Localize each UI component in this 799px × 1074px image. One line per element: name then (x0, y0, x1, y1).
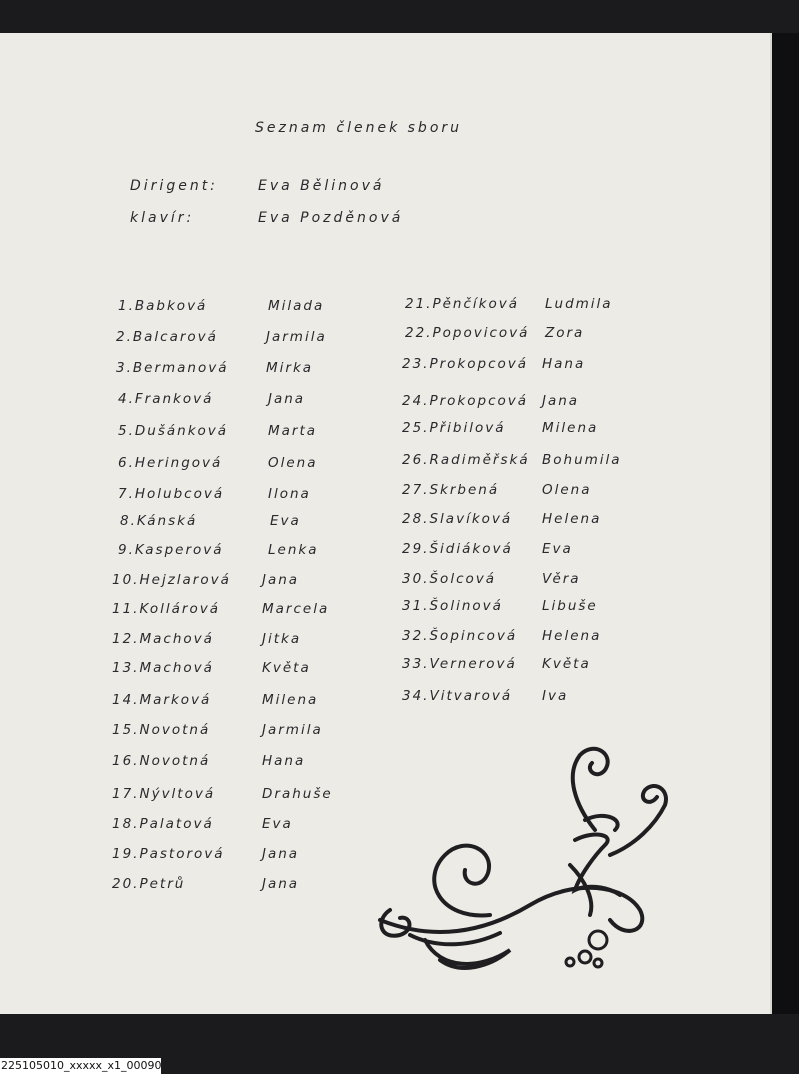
member-surname: Kasperová (134, 542, 224, 558)
member-surname: Bermanová (132, 360, 229, 376)
member-number: 14. (112, 692, 140, 708)
member-surname: Vernerová (429, 656, 517, 672)
member-surname: Machová (139, 660, 214, 676)
member-entry (402, 482, 592, 498)
member-entry (118, 455, 318, 471)
member-first-name: Mirka (266, 360, 314, 376)
member-entry (402, 452, 622, 468)
scan-edge (772, 33, 799, 1014)
member-number: 16. (112, 753, 140, 769)
member-number: 24. (402, 393, 430, 409)
member-entry (112, 753, 306, 769)
member-first-name: Jana (262, 572, 300, 588)
member-surname: Šidiáková (429, 541, 513, 557)
member-first-name: Zora (545, 325, 585, 341)
member-first-name: Jana (262, 846, 300, 862)
member-first-name: Eva (270, 513, 301, 529)
member-first-name: Jarmila (266, 329, 327, 345)
member-number: 15. (112, 722, 140, 738)
member-entry (402, 393, 580, 409)
member-first-name: Jana (262, 876, 300, 892)
member-number: 26. (402, 452, 430, 468)
member-number: 3. (116, 360, 133, 376)
member-number: 8. (120, 513, 137, 529)
member-entry (116, 329, 327, 345)
member-surname: Přibilová (429, 420, 506, 436)
member-number: 10. (112, 572, 140, 588)
member-number: 2. (116, 329, 133, 345)
member-number: 23. (402, 356, 430, 372)
member-number: 18. (112, 816, 140, 832)
member-entry (112, 631, 302, 647)
member-first-name: Eva (262, 816, 293, 832)
member-number: 12. (112, 631, 140, 647)
member-first-name: Libuše (542, 598, 598, 614)
member-number: 19. (112, 846, 140, 862)
member-entry (118, 542, 319, 558)
member-surname: Kánská (136, 513, 198, 529)
member-entry (118, 391, 306, 407)
member-surname: Heringová (134, 455, 223, 471)
member-first-name: Marcela (262, 601, 330, 617)
member-surname: Kollárová (139, 601, 220, 617)
member-surname: Prokopcová (429, 393, 529, 409)
member-number: 22. (405, 325, 433, 341)
member-entry (112, 722, 323, 738)
member-surname: Marková (139, 692, 212, 708)
member-number: 33. (402, 656, 430, 672)
member-first-name: Hana (542, 356, 586, 372)
member-first-name: Olena (268, 455, 318, 471)
member-first-name: Věra (542, 571, 581, 587)
member-entry (402, 688, 569, 704)
member-surname: Novotná (139, 753, 211, 769)
member-first-name: Drahuše (262, 786, 333, 802)
member-number: 21. (405, 296, 433, 312)
member-entry (405, 296, 613, 312)
member-first-name: Olena (542, 482, 592, 498)
member-surname: Šolinová (429, 598, 503, 614)
member-entry (402, 656, 591, 672)
member-first-name: Marta (268, 423, 318, 439)
member-first-name: Jana (268, 391, 306, 407)
page-title: Seznam členek sboru (255, 120, 463, 136)
member-entry (402, 628, 602, 644)
flourish-ornament (370, 735, 690, 985)
piano-name: Eva Pozděnová (258, 210, 404, 226)
member-surname: Palatová (139, 816, 214, 832)
member-first-name: Helena (542, 628, 602, 644)
member-surname: Hejzlarová (139, 572, 231, 588)
member-number: 32. (402, 628, 430, 644)
member-surname: Machová (139, 631, 214, 647)
member-surname: Šolcová (429, 571, 497, 587)
member-entry (402, 598, 598, 614)
member-first-name: Jarmila (262, 722, 323, 738)
member-number: 30. (402, 571, 430, 587)
member-surname: Petrů (139, 876, 186, 892)
member-first-name: Eva (542, 541, 573, 557)
member-surname: Dušánková (134, 423, 229, 439)
member-entry (118, 423, 318, 439)
member-surname: Skrbená (429, 482, 500, 498)
member-first-name: Ilona (268, 486, 311, 502)
member-entry (112, 660, 311, 676)
member-entry (116, 360, 314, 376)
member-first-name: Helena (542, 511, 602, 527)
member-first-name: Hana (262, 753, 306, 769)
member-first-name: Milada (268, 298, 325, 314)
member-number: 31. (402, 598, 430, 614)
member-number: 6. (118, 455, 135, 471)
member-first-name: Bohumila (542, 452, 622, 468)
member-first-name: Milena (542, 420, 599, 436)
member-number: 1. (118, 298, 135, 314)
member-first-name: Lenka (268, 542, 319, 558)
member-entry (112, 846, 300, 862)
member-entry (402, 571, 581, 587)
member-first-name: Iva (542, 688, 569, 704)
member-surname: Prokopcová (429, 356, 529, 372)
member-first-name: Květa (262, 660, 311, 676)
member-number: 34. (402, 688, 430, 704)
member-number: 9. (118, 542, 135, 558)
member-number: 25. (402, 420, 430, 436)
member-entry (402, 420, 599, 436)
member-entry (118, 298, 325, 314)
member-number: 7. (118, 486, 135, 502)
member-first-name: Jitka (262, 631, 302, 647)
member-number: 20. (112, 876, 140, 892)
member-number: 27. (402, 482, 430, 498)
member-surname: Popovicová (432, 325, 530, 341)
scan-id-caption: 225105010_xxxxx_x1_00090 (1, 1059, 162, 1072)
member-surname: Franková (134, 391, 214, 407)
member-entry (112, 601, 330, 617)
member-entry (402, 356, 586, 372)
member-entry (118, 486, 311, 502)
conductor-label: Dirigent: (130, 178, 218, 194)
member-number: 17. (112, 786, 140, 802)
member-entry (112, 816, 293, 832)
member-number: 4. (118, 391, 135, 407)
member-number: 29. (402, 541, 430, 557)
member-surname: Slavíková (429, 511, 513, 527)
member-surname: Pastorová (139, 846, 225, 862)
member-first-name: Květa (542, 656, 591, 672)
member-surname: Nývltová (139, 786, 216, 802)
member-first-name: Milena (262, 692, 319, 708)
member-entry (112, 692, 319, 708)
member-surname: Novotná (139, 722, 211, 738)
member-entry (112, 786, 333, 802)
member-number: 11. (112, 601, 140, 617)
member-surname: Pěnčíková (432, 296, 519, 312)
member-entry (120, 513, 301, 529)
member-entry (405, 325, 585, 341)
piano-label: klavír: (130, 210, 195, 226)
member-number: 13. (112, 660, 140, 676)
member-entry (112, 876, 300, 892)
member-first-name: Jana (542, 393, 580, 409)
member-first-name: Ludmila (545, 296, 613, 312)
member-number: 28. (402, 511, 430, 527)
conductor-name: Eva Bělinová (258, 178, 385, 194)
member-entry (112, 572, 300, 588)
member-surname: Balcarová (132, 329, 218, 345)
member-surname: Radiměřská (429, 452, 530, 468)
member-surname: Holubcová (134, 486, 225, 502)
member-surname: Babková (134, 298, 208, 314)
member-surname: Šopincová (429, 628, 518, 644)
member-surname: Vitvarová (429, 688, 513, 704)
member-number: 5. (118, 423, 135, 439)
member-entry (402, 511, 602, 527)
member-entry (402, 541, 573, 557)
